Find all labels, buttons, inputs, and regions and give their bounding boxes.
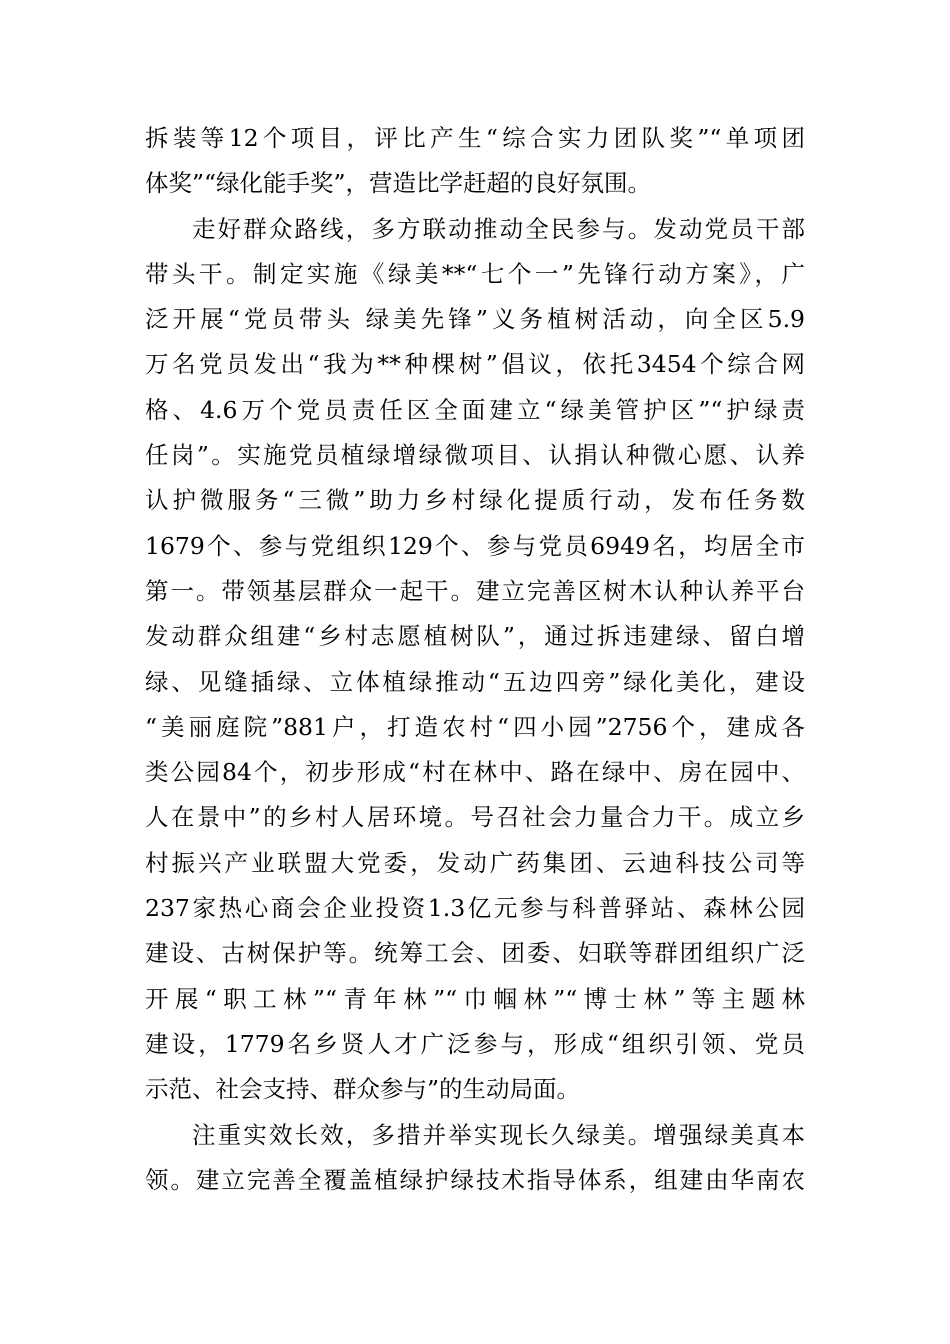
text-line: 示范、社会支持、群众参与”的生动局面。: [145, 1075, 581, 1104]
text-line: 发动群众组建“乡村志愿植树队”，通过拆违建绿、留白增: [145, 622, 805, 651]
text-line: 任岗”。实施党员植绿增绿微项目、认捐认种微心愿、认养: [145, 441, 805, 470]
text-line: 体奖”“绿化能手奖”，营造比学赶超的良好氛围。: [145, 169, 652, 198]
text-line: 认护微服务“三微”助力乡村绿化提质行动，发布任务数: [145, 486, 805, 515]
text-line: 格、4.6万个党员责任区全面建立“绿美管护区”“护绿责: [145, 395, 805, 424]
text-line: 开展“职工林”“青年林”“巾帼林”“博士林”等主题林: [145, 984, 805, 1013]
text-line: 泛开展“党员带头 绿美先锋”义务植树活动，向全区5.9: [145, 305, 805, 334]
text-line: 建设、古树保护等。统筹工会、团委、妇联等群团组织广泛: [145, 939, 805, 968]
text-line: 建设，1779名乡贤人才广泛参与，形成“组织引领、党员: [145, 1029, 805, 1058]
text-line: 类公园84个，初步形成“村在林中、路在绿中、房在园中、: [145, 758, 805, 787]
paragraph-start-line: 注重实效长效，多措并举实现长久绿美。增强绿美真本: [192, 1120, 805, 1149]
text-line: 绿、见缝插绿、立体植绿推动“五边四旁”绿化美化，建设: [145, 667, 805, 696]
text-line: 237家热心商会企业投资1.3亿元参与科普驿站、森林公园: [145, 894, 805, 923]
text-line: 1679个、参与党组织129个、参与党员6949名，均居全市: [145, 531, 805, 560]
text-line: 带头干。制定实施《绿美**“七个一”先锋行动方案》，广: [145, 259, 805, 288]
body-text: [145, 116, 805, 1203]
text-line: 万名党员发出“我为**种棵树”倡议，依托3454个综合网: [145, 350, 805, 379]
paragraph-start-line: 走好群众路线，多方联动推动全民参与。发动党员干部: [192, 214, 805, 243]
text-line: “美丽庭院”881户，打造农村“四小园”2756个，建成各: [145, 712, 805, 741]
text-line: 村振兴产业联盟大党委，发动广药集团、云迪科技公司等: [145, 848, 805, 877]
text-line: 拆装等12个项目，评比产生“综合实力团队奖”“单项团: [145, 124, 805, 152]
text-line: 第一。带领基层群众一起干。建立完善区树木认种认养平台: [145, 576, 805, 605]
text-line: 人在景中”的乡村人居环境。号召社会力量合力干。成立乡: [145, 803, 805, 832]
text-line: 领。建立完善全覆盖植绿护绿技术指导体系，组建由华南农: [145, 1165, 805, 1194]
